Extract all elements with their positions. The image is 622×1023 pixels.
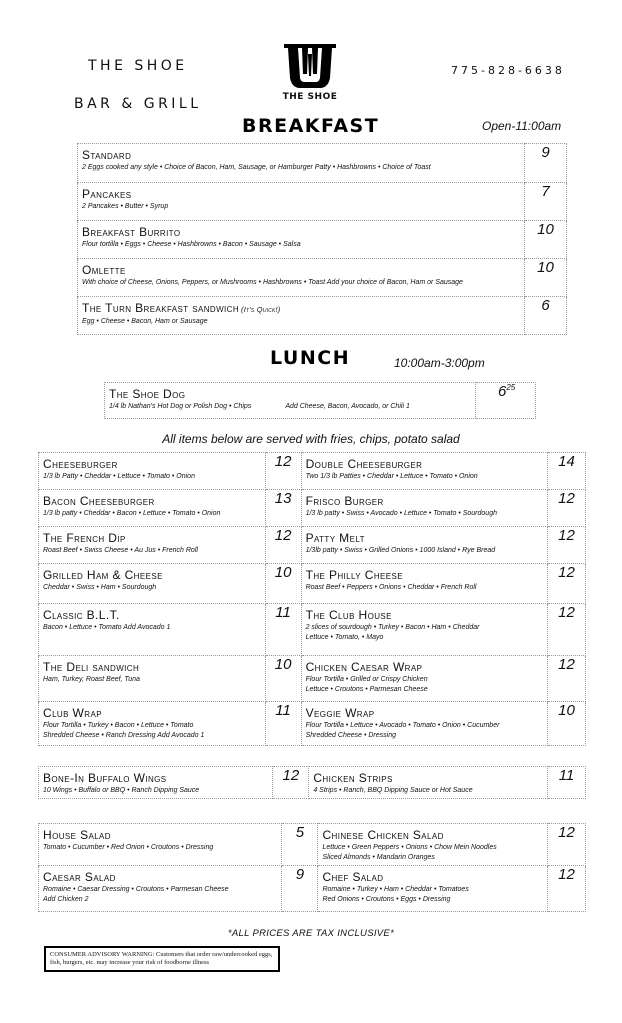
item-price: 12 bbox=[548, 866, 586, 912]
menu-item bbox=[318, 866, 548, 912]
menu-item bbox=[318, 824, 548, 866]
menu-item bbox=[39, 702, 266, 746]
menu-item bbox=[301, 490, 547, 527]
item-name: Chinese Chicken Salad bbox=[322, 828, 444, 842]
item-description-line2: Shredded Cheese • Ranch Dressing Add Avocado 1 bbox=[43, 732, 205, 739]
item-name: Veggie Wrap bbox=[305, 706, 375, 720]
item-name: Breakfast Burrito bbox=[82, 225, 181, 239]
item-description: Ham, Turkey, Roast Beef, Tuna bbox=[43, 676, 140, 683]
item-description: Roast Beef • Peppers • Onions • Cheddar • French Roll bbox=[305, 584, 477, 591]
shoe-dog-table bbox=[104, 382, 536, 419]
item-description: Tomato • Cucumber • Red Onion • Croutons • Dressing bbox=[43, 844, 214, 851]
item-description: Flour Tortilla • Turkey • Bacon • Lettuce • Tomato bbox=[43, 722, 194, 729]
item-description: 1/3 lb patty • Swiss • Avocado • Lettuce • Tomato • Sourdough bbox=[305, 510, 497, 517]
item-description-text: 1/4 lb Nathan's Hot Dog or Polish Dog • Chips bbox=[109, 403, 252, 410]
item-price: 12 bbox=[548, 656, 586, 702]
item-name: Grilled Ham & Cheese bbox=[43, 568, 163, 582]
item-name: The French Dip bbox=[43, 531, 126, 545]
item-description bbox=[109, 402, 469, 412]
item-price: 10 bbox=[548, 702, 586, 746]
item-price: 9 bbox=[525, 144, 567, 183]
item-price: 11 bbox=[548, 767, 586, 799]
item-description: 2 Eggs cooked any style • Choice of Bacon, Ham, Sausage, or Hamburger Patty • Hashbrowns • Choice of Toast bbox=[82, 164, 431, 171]
item-name: Cheeseburger bbox=[43, 457, 118, 471]
menu-item bbox=[78, 297, 525, 335]
breakfast-title: BREAKFAST bbox=[242, 115, 380, 137]
menu-item bbox=[301, 604, 547, 656]
item-description-line2: Shredded Cheese • Dressing bbox=[305, 732, 396, 739]
phone-number: 775-828-6638 bbox=[451, 64, 565, 77]
item-price: 12 bbox=[548, 490, 586, 527]
shoe-logo-icon bbox=[280, 42, 340, 92]
menu-item bbox=[39, 564, 266, 604]
menu-row bbox=[39, 702, 586, 746]
item-description: 2 slices of sourdough • Turkey • Bacon • Ham • Cheddar bbox=[305, 624, 480, 631]
item-price: 11 bbox=[265, 604, 301, 656]
item-name: Bacon Cheeseburger bbox=[43, 494, 155, 508]
menu-row bbox=[39, 527, 586, 564]
menu-row bbox=[39, 824, 586, 866]
menu-item bbox=[78, 221, 525, 259]
menu-row bbox=[39, 604, 586, 656]
menu-item bbox=[301, 564, 547, 604]
menu-row bbox=[39, 656, 586, 702]
menu-item bbox=[78, 259, 525, 297]
item-price: 11 bbox=[265, 702, 301, 746]
brand-subtitle: BAR & GRILL bbox=[74, 96, 202, 112]
item-name: Club Wrap bbox=[43, 706, 102, 720]
item-description: With choice of Cheese, Onions, Peppers, or Mushrooms • Hashbrowns • Toast Add your choice of Bacon, Ham or Sausage bbox=[82, 279, 463, 286]
sandwich-table bbox=[38, 452, 586, 746]
consumer-advisory: CONSUMER ADVISORY WARNING: Customers that order raw/undercooked eggs, fish, burgers, etc. may increase your risk of foodborne illness bbox=[44, 946, 280, 972]
menu-row bbox=[78, 297, 567, 335]
item-description-line2: Lettuce • Croutons • Parmesan Cheese bbox=[305, 686, 428, 693]
tax-note: *ALL PRICES ARE TAX INCLUSIVE* bbox=[227, 928, 395, 939]
item-description: Two 1/3 lb Patties • Cheddar • Lettuce • Tomato • Onion bbox=[305, 473, 478, 480]
item-description: Flour Tortilla • Lettuce • Avocado • Tomato • Onion • Cucumber bbox=[305, 722, 500, 729]
item-description: 1/3lb patty • Swiss • Grilled Onions • 1000 Island • Rye Bread bbox=[305, 547, 496, 554]
item-name: The Deli sandwich bbox=[43, 660, 140, 674]
logo-text: THE SHOE bbox=[282, 92, 338, 102]
menu-row bbox=[78, 259, 567, 297]
item-description: Bacon • Lettuce • Tomato Add Avocado 1 bbox=[43, 624, 171, 631]
item-description: Romaine • Turkey • Ham • Cheddar • Tomatoes bbox=[322, 886, 469, 893]
item-name-text: The Turn Breakfast sandwich bbox=[82, 301, 240, 315]
item-note: (It's Quick!) bbox=[241, 305, 281, 314]
item-price: 12 bbox=[273, 767, 309, 799]
item-description: Lettuce • Green Peppers • Onions • Chow Mein Noodles bbox=[322, 844, 497, 851]
menu-item bbox=[39, 453, 266, 490]
item-price: 14 bbox=[548, 453, 586, 490]
item-name: Patty Melt bbox=[305, 531, 365, 545]
item-name: Omlette bbox=[82, 263, 126, 277]
item-price: 13 bbox=[265, 490, 301, 527]
item-price: 12 bbox=[548, 527, 586, 564]
item-name: The Shoe Dog bbox=[109, 387, 186, 401]
item-description: Egg • Cheese • Bacon, Ham or Sausage bbox=[82, 318, 208, 325]
item-price: 10 bbox=[525, 221, 567, 259]
item-name: Standard bbox=[82, 148, 132, 162]
item-price: 10 bbox=[265, 656, 301, 702]
menu-item bbox=[78, 144, 525, 183]
item-price: 6 bbox=[525, 297, 567, 335]
item-name: Pancakes bbox=[82, 187, 132, 201]
price-whole: 6 bbox=[498, 383, 507, 400]
menu-row bbox=[39, 866, 586, 912]
item-price: 12 bbox=[548, 604, 586, 656]
item-name: Classic B.L.T. bbox=[43, 608, 120, 622]
item-name: Frisco Burger bbox=[305, 494, 384, 508]
item-name: Bone-In Buffalo Wings bbox=[43, 771, 167, 785]
menu-item bbox=[39, 490, 266, 527]
item-price: 10 bbox=[525, 259, 567, 297]
item-name: Chicken Caesar Wrap bbox=[305, 660, 423, 674]
item-price: 5 bbox=[282, 824, 318, 866]
wings-table bbox=[38, 766, 586, 799]
item-name: Chef Salad bbox=[322, 870, 384, 884]
menu-item bbox=[39, 767, 273, 799]
item-name bbox=[82, 301, 518, 317]
item-description-line2: Lettuce • Tomato, • Mayo bbox=[305, 634, 384, 641]
item-description-line2: Red Onions • Croutons • Eggs • Dressing bbox=[322, 896, 451, 903]
menu-item bbox=[39, 604, 266, 656]
menu-item bbox=[39, 527, 266, 564]
shoe-logo bbox=[280, 42, 340, 102]
item-name: The Philly Cheese bbox=[305, 568, 403, 582]
menu-row bbox=[78, 144, 567, 183]
breakfast-table bbox=[77, 143, 567, 335]
menu-item bbox=[301, 702, 547, 746]
brand-name: THE SHOE bbox=[88, 58, 188, 74]
menu-row bbox=[39, 453, 586, 490]
item-name: The Club House bbox=[305, 608, 392, 622]
menu-item bbox=[78, 183, 525, 221]
lunch-hours: 10:00am-3:00pm bbox=[394, 356, 485, 370]
item-description: 4 Strips • Ranch, BBQ Dipping Sauce or Hot Sauce bbox=[313, 787, 473, 794]
item-name: Double Cheeseburger bbox=[305, 457, 423, 471]
menu-item bbox=[39, 824, 282, 866]
salads-table bbox=[38, 823, 586, 912]
item-description: 10 Wings • Buffalo or BBQ • Ranch Dipping Sauce bbox=[43, 787, 200, 794]
menu-item bbox=[39, 866, 282, 912]
item-description: 1/3 lb patty • Cheddar • Bacon • Lettuce • Tomato • Onion bbox=[43, 510, 221, 517]
item-price: 12 bbox=[265, 527, 301, 564]
menu-row bbox=[39, 564, 586, 604]
item-description: Flour tortilla • Eggs • Cheese • Hashbrowns • Bacon • Sausage • Salsa bbox=[82, 241, 301, 248]
item-description: 1/3 lb Patty • Cheddar • Lettuce • Tomato • Onion bbox=[43, 473, 195, 480]
menu-row bbox=[78, 221, 567, 259]
item-description: 2 Pancakes • Butter • Syrup bbox=[82, 203, 169, 210]
menu-item bbox=[301, 453, 547, 490]
item-addon: Add Cheese, Bacon, Avocado, or Chili 1 bbox=[285, 403, 410, 410]
menu-row bbox=[39, 767, 586, 799]
menu-item bbox=[301, 656, 547, 702]
item-description-line2: Add Chicken 2 bbox=[43, 896, 89, 903]
item-price bbox=[476, 383, 536, 419]
item-description: Flour Tortilla • Grilled or Crispy Chicken bbox=[305, 676, 428, 683]
item-price: 12 bbox=[265, 453, 301, 490]
item-description: Romaine • Caesar Dressing • Croutons • Parmesan Cheese bbox=[43, 886, 229, 893]
menu-item bbox=[309, 767, 548, 799]
menu-row bbox=[105, 383, 536, 419]
lunch-title: LUNCH bbox=[270, 347, 351, 369]
item-price: 12 bbox=[548, 824, 586, 866]
menu-row bbox=[39, 490, 586, 527]
served-with-note: All items below are served with fries, chips, potato salad bbox=[162, 432, 460, 446]
item-name: Chicken Strips bbox=[313, 771, 393, 785]
menu-item bbox=[105, 383, 476, 419]
menu-row bbox=[78, 183, 567, 221]
item-name: Caesar Salad bbox=[43, 870, 116, 884]
item-description-line2: Sliced Almonds • Mandarin Oranges bbox=[322, 854, 435, 861]
item-description: Cheddar • Swiss • Ham • Sourdough bbox=[43, 584, 157, 591]
item-name: House Salad bbox=[43, 828, 111, 842]
breakfast-hours: Open-11:00am bbox=[482, 119, 562, 133]
item-price: 12 bbox=[548, 564, 586, 604]
menu-item bbox=[301, 527, 547, 564]
item-price: 10 bbox=[265, 564, 301, 604]
item-price: 9 bbox=[282, 866, 318, 912]
price-cents: 25 bbox=[506, 383, 516, 392]
menu-item bbox=[39, 656, 266, 702]
item-price: 7 bbox=[525, 183, 567, 221]
item-description: Roast Beef • Swiss Cheese • Au Jus • French Roll bbox=[43, 547, 198, 554]
